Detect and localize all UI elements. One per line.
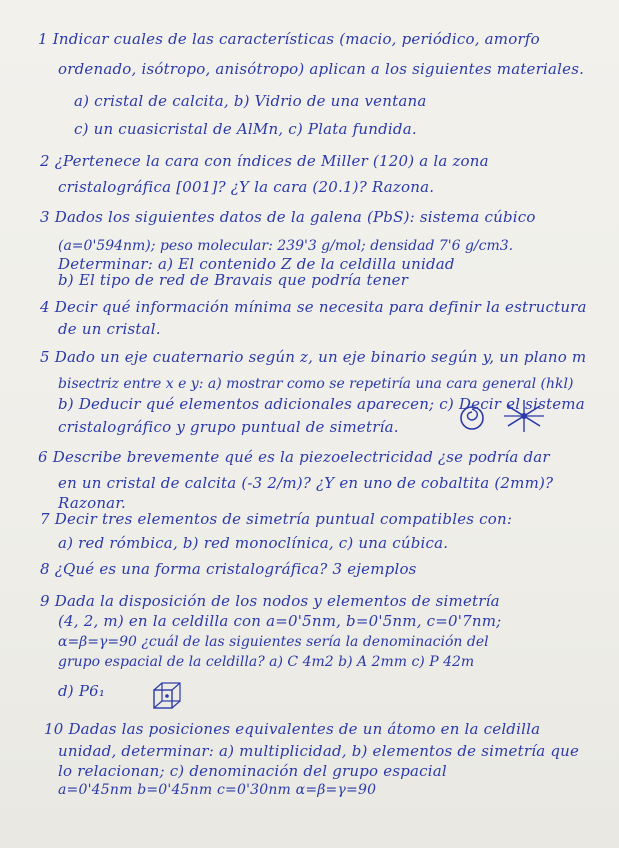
q7-line-2: a) red rómbica, b) red monoclínica, c) una cúbica. xyxy=(58,534,449,552)
q7-line-1: 7 Decir tres elementos de simetría puntual compatibles con: xyxy=(40,510,513,528)
q3-line-4: b) El tipo de red de Bravais que podría tener xyxy=(58,271,409,289)
q10-line-4: a=0'45nm b=0'45nm c=0'30nm α=β=γ=90 xyxy=(58,782,377,798)
q10-line-1: 10 Dadas las posiciones equivalentes de un átomo en la celdilla xyxy=(44,720,541,738)
q9-line-4: grupo espacial de la celdilla? a) C 4m2 b) A 2mm c) P 42m xyxy=(58,654,475,670)
q4-line-2: de un cristal. xyxy=(58,320,161,338)
q1-line-4: c) un cuasicristal de AlMn, c) Plata fundida. xyxy=(74,120,417,138)
q1-line-3: a) cristal de calcita, b) Vidrio de una ventana xyxy=(74,92,427,110)
q6-line-3: Razonar. xyxy=(58,494,127,512)
q6-line-2: en un cristal de calcita (-3 2/m)? ¿Y en uno de cobaltita (2mm)? xyxy=(58,474,554,492)
q6-line-1: 6 Describe brevemente qué es la piezoelectricidad ¿se podría dar xyxy=(38,448,550,466)
q9-line-3: α=β=γ=90 ¿cuál de las siguientes sería la denominación del xyxy=(58,634,489,650)
q2-line-2: cristalográfica [001]? ¿Y la cara (20.1)? Razona. xyxy=(58,178,435,196)
q9-line-5: d) P6₁ xyxy=(58,682,106,700)
symmetry-axes-sketch-icon xyxy=(502,398,546,434)
q3-line-2: (a=0'594nm); peso molecular: 239'3 g/mol; densidad 7'6 g/cm3. xyxy=(58,238,514,254)
q5-line-4: cristalográfico y grupo puntual de simetría. xyxy=(58,418,399,436)
q2-line-1: 2 ¿Pertenece la cara con índices de Miller (120) a la zona xyxy=(40,152,489,170)
q3-line-3: Determinar: a) El contenido Z de la celdilla unidad xyxy=(58,255,455,273)
q5-line-1: 5 Dado un eje cuaternario según z, un eje binario según y, un plano m xyxy=(40,348,587,366)
q3-line-1: 3 Dados los siguientes datos de la galena (PbS): sistema cúbico xyxy=(40,208,536,226)
q10-line-2: unidad, determinar: a) multiplicidad, b) elementos de simetría que xyxy=(58,742,580,760)
q10-line-3: lo relacionan; c) denominación del grupo espacial xyxy=(58,762,447,780)
q1-line-2: ordenado, isótropo, anisótropo) aplican a los siguientes materiales. xyxy=(58,60,585,78)
q1-line-1: 1 Indicar cuales de las características (macio, periódico, amorfo xyxy=(38,30,540,48)
q4-line-1: 4 Decir qué información mínima se necesita para definir la estructura xyxy=(40,298,587,316)
q5-line-3: b) Deducir qué elementos adicionales aparecen; c) Decir el sistema xyxy=(58,395,585,413)
q8-line-1: 8 ¿Qué es una forma cristalográfica? 3 ejemplos xyxy=(40,560,417,578)
q9-line-1: 9 Dada la disposición de los nodos y elementos de simetría xyxy=(40,592,500,610)
q5-line-2: bisectriz entre x e y: a) mostrar como se repetiría una cara general (hkl) xyxy=(58,376,574,392)
q9-line-2: (4, 2, m) en la celdilla con a=0'5nm, b=0'5nm, c=0'7nm; xyxy=(58,612,502,630)
cube-sketch-icon xyxy=(150,680,186,712)
